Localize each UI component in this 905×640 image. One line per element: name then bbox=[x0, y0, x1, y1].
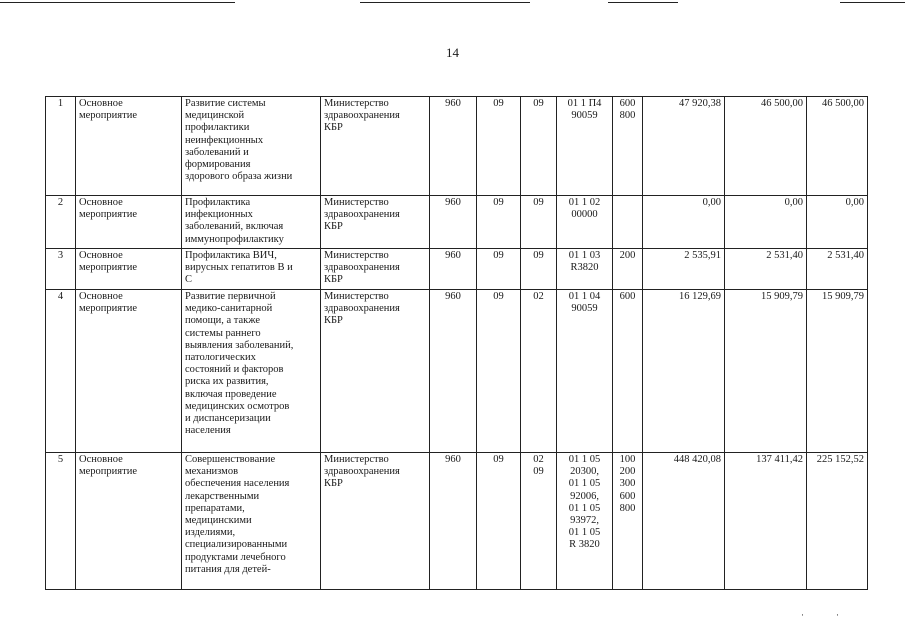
row-number: 4 bbox=[46, 290, 76, 453]
row-number: 1 bbox=[46, 97, 76, 196]
amount-year-2: 15 909,79 bbox=[725, 290, 807, 453]
rz-code: 09 bbox=[477, 196, 521, 249]
amount-year-1: 16 129,69 bbox=[643, 290, 725, 453]
pr-code: 09 bbox=[521, 196, 557, 249]
grbs-code: 960 bbox=[430, 249, 477, 290]
event-type: Основное мероприятие bbox=[76, 453, 182, 590]
budget-table bbox=[45, 96, 868, 590]
grbs-code: 960 bbox=[430, 290, 477, 453]
amount-year-1: 47 920,38 bbox=[643, 97, 725, 196]
row-number: 5 bbox=[46, 453, 76, 590]
scan-edge-line bbox=[608, 2, 678, 3]
amount-year-1: 2 535,91 bbox=[643, 249, 725, 290]
amount-year-1: 0,00 bbox=[643, 196, 725, 249]
executor: Министерство здравоохранения КБР bbox=[321, 249, 430, 290]
csr-code: 01 1 04 90059 bbox=[557, 290, 613, 453]
executor: Министерство здравоохранения КБР bbox=[321, 97, 430, 196]
executor: Министерство здравоохранения КБР bbox=[321, 196, 430, 249]
event-name: Развитие системы медицинской профилактики неинфекционных заболеваний и формирования здорового образа жизни bbox=[182, 97, 321, 196]
table-row bbox=[46, 290, 868, 453]
amount-year-3: 0,00 bbox=[807, 196, 868, 249]
rz-code: 09 bbox=[477, 453, 521, 590]
vr-code: 600 800 bbox=[613, 97, 643, 196]
vr-code: 600 bbox=[613, 290, 643, 453]
amount-year-2: 137 411,42 bbox=[725, 453, 807, 590]
scan-edge-line bbox=[840, 2, 905, 3]
vr-code: 200 bbox=[613, 249, 643, 290]
scan-marks: ·​· bbox=[801, 610, 871, 620]
pr-code: 02 bbox=[521, 290, 557, 453]
rz-code: 09 bbox=[477, 290, 521, 453]
event-name: Профилактика инфекционных заболеваний, включая иммунопрофилактику bbox=[182, 196, 321, 249]
amount-year-3: 2 531,40 bbox=[807, 249, 868, 290]
grbs-code: 960 bbox=[430, 196, 477, 249]
event-name: Совершенствование механизмов обеспечения населения лекарственными препаратами, медицинскими изделиями, специализированными продуктами лечебного питания для детей- bbox=[182, 453, 321, 590]
vr-code bbox=[613, 196, 643, 249]
amount-year-1: 448 420,08 bbox=[643, 453, 725, 590]
vr-code: 100 200 300 600 800 bbox=[613, 453, 643, 590]
amount-year-2: 46 500,00 bbox=[725, 97, 807, 196]
csr-code: 01 1 П4 90059 bbox=[557, 97, 613, 196]
table-row bbox=[46, 249, 868, 290]
executor: Министерство здравоохранения КБР bbox=[321, 290, 430, 453]
pr-code: 09 bbox=[521, 97, 557, 196]
page-number: 14 bbox=[446, 45, 459, 60]
table-row bbox=[46, 196, 868, 249]
table-row bbox=[46, 453, 868, 590]
csr-code: 01 1 03 R3820 bbox=[557, 249, 613, 290]
row-number: 2 bbox=[46, 196, 76, 249]
event-name: Профилактика ВИЧ, вирусных гепатитов В и С bbox=[182, 249, 321, 290]
event-type: Основное мероприятие bbox=[76, 97, 182, 196]
csr-code: 01 1 05 20300, 01 1 05 92006, 01 1 05 93972, 01 1 05 R 3820 bbox=[557, 453, 613, 590]
grbs-code: 960 bbox=[430, 97, 477, 196]
row-number: 3 bbox=[46, 249, 76, 290]
rz-code: 09 bbox=[477, 249, 521, 290]
amount-year-2: 0,00 bbox=[725, 196, 807, 249]
pr-code: 09 bbox=[521, 249, 557, 290]
rz-code: 09 bbox=[477, 97, 521, 196]
event-name: Развитие первичной медико-санитарной помощи, а также системы раннего выявления заболеваний, патологических состояний и факторов риска их развития, включая проведение медицинских осмотров и диспансеризации населения bbox=[182, 290, 321, 453]
amount-year-3: 46 500,00 bbox=[807, 97, 868, 196]
executor: Министерство здравоохранения КБР bbox=[321, 453, 430, 590]
amount-year-2: 2 531,40 bbox=[725, 249, 807, 290]
event-type: Основное мероприятие bbox=[76, 196, 182, 249]
event-type: Основное мероприятие bbox=[76, 249, 182, 290]
event-type: Основное мероприятие bbox=[76, 290, 182, 453]
table-row bbox=[46, 97, 868, 196]
amount-year-3: 225 152,52 bbox=[807, 453, 868, 590]
grbs-code: 960 bbox=[430, 453, 477, 590]
scan-edge-line bbox=[0, 2, 235, 3]
amount-year-3: 15 909,79 bbox=[807, 290, 868, 453]
scan-edge-line bbox=[360, 2, 530, 3]
csr-code: 01 1 02 00000 bbox=[557, 196, 613, 249]
pr-code: 02 09 bbox=[521, 453, 557, 590]
